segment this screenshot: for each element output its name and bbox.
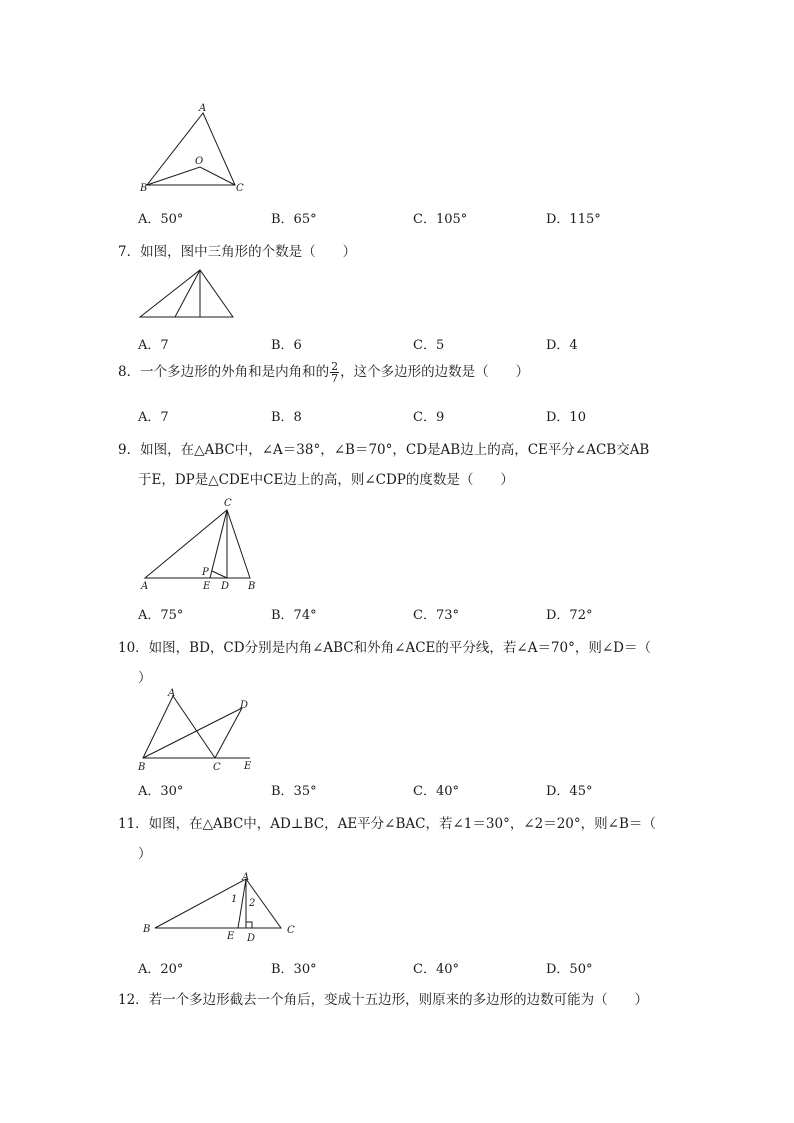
q11-line-2: ） [138,846,152,862]
q10-option-c[interactable]: C．40° [413,784,459,799]
q8-fraction [330,361,339,384]
q9-option-b[interactable]: B．74° [271,608,317,623]
q11-option-d[interactable]: D．50° [546,962,593,977]
label-b: B [248,581,256,592]
q6-option-a[interactable]: A．50° [138,212,184,227]
q8-option-b[interactable]: B．8 [271,410,302,425]
q9-option-c[interactable]: C．73° [413,608,459,623]
q10-figure [135,685,260,775]
label-a: A [242,872,250,883]
label-e: E [203,581,211,592]
label-o: O [195,156,204,167]
label-d: D [221,581,230,592]
q10-option-d[interactable]: D．45° [546,784,593,799]
q8-option-a[interactable]: A．7 [138,410,169,425]
q11-option-c[interactable]: C．40° [413,962,459,977]
label-a: A [141,581,149,592]
label-a: A [199,103,207,114]
q8-option-d[interactable]: D．10 [546,410,586,425]
label-c: C [224,498,232,509]
bisector-cd [215,708,242,758]
triangle-abc [145,510,250,578]
q9-line-1: 9．如图，在△ABC中，∠A＝38°，∠B＝70°，CD是AB边上的高，CE平分∠ACB交AB [118,442,650,458]
q8-text-before: 8．一个多边形的外角和是内角和的 [118,364,330,380]
q6-option-d[interactable]: D．115° [546,212,601,227]
q10-line-1: 10．如图，BD，CD分别是内角∠ABC和外角∠ACE的平分线，若∠A＝70°，则∠D＝（ [118,640,652,656]
q7-text: 7．如图，图中三角形的个数是（ ） [118,244,357,260]
q9-option-d[interactable]: D．72° [546,608,593,623]
segment-dp [212,571,227,578]
label-b: B [143,924,151,935]
triangle-abc [147,113,235,185]
inner-line-1 [175,270,200,317]
triangle-abc [155,879,281,928]
q9-option-a[interactable]: A．75° [138,608,184,623]
q6-option-b[interactable]: B．65° [271,212,317,227]
q11-option-a[interactable]: A．20° [138,962,184,977]
label-e: E [227,931,235,942]
q7-option-c[interactable]: C．5 [413,338,445,353]
right-angle-mark [246,922,252,928]
q8-fraction-denominator: 7 [331,372,339,385]
label-c: C [213,762,221,773]
q7-option-d[interactable]: D．4 [546,338,578,353]
bisector-bd [143,708,242,758]
q11-figure [135,870,305,945]
label-a: A [168,688,176,699]
label-d: D [240,700,249,711]
q7-figure [135,265,240,323]
label-e: E [244,761,252,772]
q8-text-after: ，这个多边形的边数是（ ） [340,364,530,380]
q10-line-2: ） [138,670,152,686]
outer-triangle [140,270,233,317]
q7-option-a[interactable]: A．7 [138,338,169,353]
q12-text: 12．若一个多边形截去一个角后，变成十五边形，则原来的多边形的边数可能为（ ） [118,992,649,1008]
q10-option-b[interactable]: B．35° [271,784,317,799]
q11-line-1: 11．如图，在△ABC中，AD⊥BC，AE平分∠BAC，若∠1＝30°，∠2＝20°，则∠B＝（ [118,816,656,832]
label-angle-2: 2 [249,898,256,909]
bisector-ce [210,510,227,578]
label-angle-1: 1 [231,894,238,905]
label-b: B [140,183,148,194]
segments-bo-oc [147,167,235,185]
q6-option-c[interactable]: C．105° [413,212,468,227]
label-p: P [202,567,209,578]
q7-option-b[interactable]: B．6 [271,338,302,353]
q9-figure [135,493,265,593]
q9-line-2: 于E，DP是△CDE中CE边上的高，则∠CDP的度数是（ ） [138,472,514,488]
q8-fraction-numerator: 2 [331,360,339,373]
label-d: D [247,933,256,944]
label-b: B [138,762,146,773]
q6-figure [135,100,255,195]
q10-option-a[interactable]: A．30° [138,784,184,799]
bisector-ae [238,879,246,928]
q8-option-c[interactable]: C．9 [413,410,445,425]
label-c: C [287,925,295,936]
label-c: C [236,183,244,194]
q8-text [118,360,529,384]
q11-option-b[interactable]: B．30° [271,962,317,977]
